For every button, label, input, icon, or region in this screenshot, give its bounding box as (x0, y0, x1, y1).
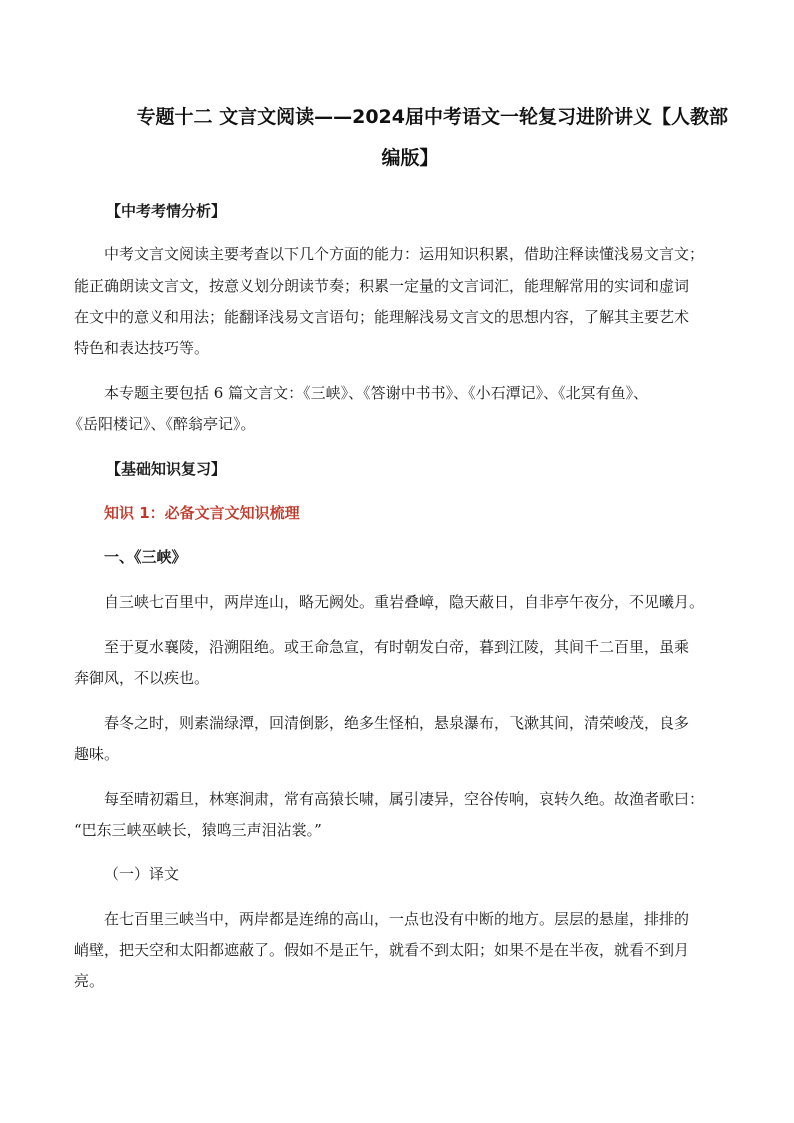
translation-line2: 峭壁，把天空和太阳都遮蔽了。假如不是正午，就看不到太阳；如果不是在半夜，就看不到月 (74, 941, 690, 959)
analysis-para2-line1: 本专题主要包括 6 篇文言文：《三峡》、《答谢中书书》、《小石潭记》、《北冥有鱼》、 (104, 384, 649, 402)
text-para2-line2: 奔御风，不以疾也。 (74, 669, 210, 687)
analysis-para1-line1: 中考文言文阅读主要考查以下几个方面的能力：运用知识积累，借助注释读懂浅易文言文； (104, 245, 705, 263)
translation-line3: 亮。 (74, 972, 105, 990)
translation-line1: 在七百里三峡当中，两岸都是连绵的高山，一点也没有中断的地方。层层的悬崖，排排的 (104, 910, 690, 928)
section-heading-analysis: 【中考考情分析】 (106, 202, 227, 220)
text-para4-line2: “巴东三峡巫峡长，猿鸣三声泪沾裳。” (74, 821, 322, 839)
document-title-line-1: 专题十二 文言文阅读——2024届中考语文一轮复习进阶讲义【人教部 (136, 106, 728, 128)
text-para2-line1: 至于夏水襄陵，沿溯阻绝。或王命急宣，有时朝发白帝，暮到江陵，其间千二百里，虽乘 (104, 638, 690, 656)
section-heading-review: 【基础知识复习】 (106, 460, 227, 478)
analysis-para1-line3: 在文中的意义和用法；能翻译浅易文言语句；能理解浅易文言文的思想内容，了解其主要艺术 (74, 308, 690, 326)
analysis-para2-line2: 《岳阳楼记》、《醉翁亭记》。 (68, 415, 256, 433)
document-title-line-2: 编版】 (381, 147, 439, 169)
text-para1-line1: 自三峡七百里中，两岸连山，略无阙处。重岩叠嶂，隐天蔽日，自非亭午夜分，不见曦月。 (104, 593, 705, 611)
text-para4-line1: 每至晴初霜旦，林寒涧肃，常有高猿长啸，属引凄异，空谷传响，哀转久绝。故渔者歌曰： (104, 790, 705, 808)
analysis-para1-line4: 特色和表达技巧等。 (74, 339, 210, 357)
subsection-sanxia: 一、《三峡》 (104, 548, 187, 566)
analysis-para1-line2: 能正确朗读文言文，按意义划分朗读节奏；积累一定量的文言词汇，能理解常用的实词和虚词 (74, 277, 690, 295)
translation-heading: （一）译文 (104, 865, 180, 883)
knowledge-1-heading: 知识 1：必备文言文知识梳理 (104, 504, 300, 522)
text-para3-line1: 春冬之时，则素湍绿潭，回清倒影，绝多生怪柏，悬泉瀑布，飞漱其间，清荣峻茂，良多 (104, 714, 690, 732)
text-para3-line2: 趣味。 (74, 745, 120, 763)
